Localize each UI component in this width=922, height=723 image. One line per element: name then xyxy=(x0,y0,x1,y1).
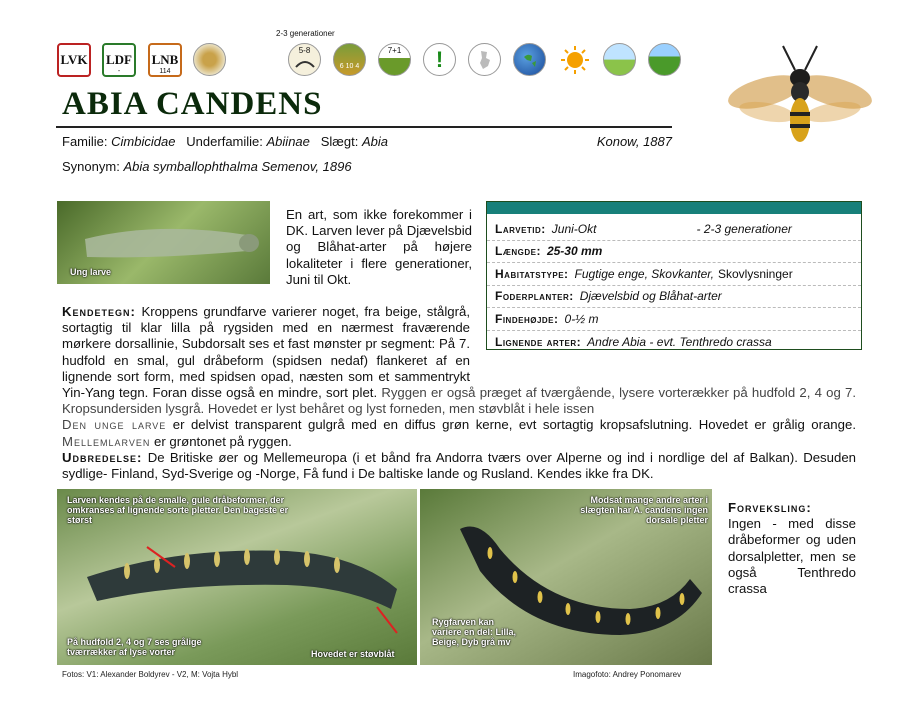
lvk-badge xyxy=(57,43,91,77)
slaegt-value: Abia xyxy=(361,134,388,149)
underfamilie-value: Abiinae xyxy=(266,134,310,149)
info-row-habitatstype xyxy=(487,263,861,286)
forveksling-section xyxy=(728,500,856,597)
icon-label: 6 10 4 xyxy=(339,63,360,70)
unge-larve-text: er delvist transparent gulgrå med en diffus grøn kerne, evt sortagtig kropsafslutning. Hovedet er grålig orange. xyxy=(172,417,856,433)
info-value: Djævelsbid og Blåhat-arter xyxy=(579,289,722,304)
badge-label: LVK xyxy=(60,52,88,67)
info-extra: Skovlysninger xyxy=(717,266,793,281)
author: Konow, 1887 xyxy=(596,134,672,149)
forveksling-label: Forveksling: xyxy=(728,500,812,515)
info-extra: - 2-3 generationer xyxy=(696,221,792,236)
info-key: Findehøjde: xyxy=(495,311,559,326)
udbredelse-label: Udbredelse: xyxy=(62,449,143,465)
synonym-line xyxy=(62,159,352,174)
info-key: Længde: xyxy=(495,244,541,259)
overwinter-icon xyxy=(378,43,411,76)
title-rule xyxy=(56,126,672,128)
months-icon xyxy=(333,43,366,76)
lnb-badge xyxy=(148,43,182,77)
larva-photo-2 xyxy=(420,489,712,665)
info-key: Habitatstype: xyxy=(495,266,569,281)
info-row-laengde xyxy=(487,241,861,264)
unge-larve-label: Den unge larve xyxy=(62,417,167,433)
young-larva-photo xyxy=(57,201,270,284)
forveksling-text: Ingen - med disse dråbeformer og uden dorsalpletter, men se også Tenthredo crassa xyxy=(728,516,856,597)
info-key: Larvetid: xyxy=(495,221,546,236)
young-larva-caption: Ung larve xyxy=(70,267,112,277)
photo1-caption-bottom-right: Hovedet er støvblåt xyxy=(311,649,395,659)
ldf-badge xyxy=(102,43,136,77)
familie-label: Familie: xyxy=(62,134,108,149)
badge-sub: - xyxy=(117,68,121,75)
mellemlarven-label: Mellemlarven xyxy=(62,433,151,449)
host-plant-icon xyxy=(193,43,226,76)
plant-icon xyxy=(648,43,681,76)
denmark-map-icon xyxy=(468,43,501,76)
page-title: ABIA CANDENS xyxy=(62,86,323,122)
photo2-caption-top: Modsat mange andre arter i slægten har A. candens ingen dorsale pletter xyxy=(580,495,708,525)
photo-credits: Fotos: V1: Alexander Boldyrev - V2, M: Vojta Hybl xyxy=(62,670,239,679)
badge-label: LNB xyxy=(151,52,179,67)
larva-photo-1 xyxy=(57,489,417,665)
warning-icon xyxy=(423,43,456,76)
imago-credit: Imagofoto: Andrey Ponomarev xyxy=(573,670,682,679)
photo1-caption-top: Larven kendes på de smalle, gule dråbeformer, der omkranses af lignende sorte pletter. Den bageste er størst xyxy=(67,495,289,525)
photo1-caption-bottom-left: På hudfold 2, 4 og 7 ses grålige tværrækker af lyse vorter xyxy=(67,637,202,657)
synonym-value: Abia symballophthalma Semenov, 1896 xyxy=(123,159,352,174)
info-key: Lignende arter: xyxy=(495,334,582,349)
info-value: Andre Abia - evt. Tenthredo crassa xyxy=(587,334,772,349)
larva-size-icon xyxy=(288,43,321,76)
familie-value: Cimbicidae xyxy=(111,134,176,149)
info-value: 0-½ m xyxy=(564,311,599,326)
globe-icon xyxy=(513,43,546,76)
info-key: Foderplanter: xyxy=(495,289,574,304)
badge-label: LDF xyxy=(106,52,132,67)
underfamilie-label: Underfamilie: xyxy=(186,134,263,149)
info-value: Fugtige enge, Skovkanter, xyxy=(574,266,714,281)
info-value: Juni-Okt xyxy=(551,221,597,236)
icon-label: ! xyxy=(435,46,444,72)
taxonomy-line xyxy=(62,134,672,149)
icon-label: 5-8 xyxy=(298,46,311,55)
badge-sub: 114 xyxy=(159,68,171,75)
icon-label: 7+1 xyxy=(387,46,402,55)
kendetegn-text2: Ryggen er også præget af tværgående, lysere vorterækker på hudfold 2, 4 og 7. Kropsundersiden lysgrå. Hovedet er lyst behåret og lyst forneden, men støvblåt i hele issen xyxy=(62,385,856,417)
mellemlarven-text: er grøntonet på ryggen. xyxy=(154,433,292,449)
synonym-label: Synonym: xyxy=(62,159,120,174)
photo2-caption-bottom: Rygfarven kan variere en del: Lilla, Beige, Dyb grå mv xyxy=(432,617,517,647)
generations-label: 2-3 generationer xyxy=(276,29,335,38)
infobox-spacer xyxy=(470,304,856,370)
kendetegn-text1: Kroppens grundfarve varierer noget, fra beige, stålgrå, sortagtig til klar lilla på rygsiden med en nærmest fraværende mørkere dorsallinie, Subdorsalt ses et fast mønster pr segment: På 7. hudfold en smal, gul dråbeform (spidsen nedaf) flankeret af en lignende sort form, med spidsen opad, næsten som et sammentrykt Yin-Yang tegn. Foran disse også en mindre, sort plet. xyxy=(62,304,470,401)
intro-text: En art, som ikke forekommer i DK. Larven lever på Djævelsbid og Blåhat-arter på højere lokaliteter i flere generationer, Juni til Okt. xyxy=(286,207,472,287)
info-value: 25-30 mm xyxy=(546,244,603,259)
meadow-icon xyxy=(603,43,636,76)
sun-icon xyxy=(558,43,591,76)
udbredelse-text: De Britiske øer og Mellemeuropa (i et bånd fra Andorra tværs over Alperne og ind i nordlige del af Balkan). Desuden sydlige- Finland, Syd-Sverige og -Norge, Få fund i De baltiske lande og Rusland. Kendes ikke fra DK. xyxy=(62,449,856,482)
info-row-larvetid xyxy=(487,218,861,241)
info-box-header-bar xyxy=(487,202,861,214)
kendetegn-text xyxy=(62,304,856,482)
slaegt-label: Slægt: xyxy=(320,134,359,149)
adult-sawfly-image xyxy=(725,40,875,152)
kendetegn-label: Kendetegn: xyxy=(62,304,136,319)
